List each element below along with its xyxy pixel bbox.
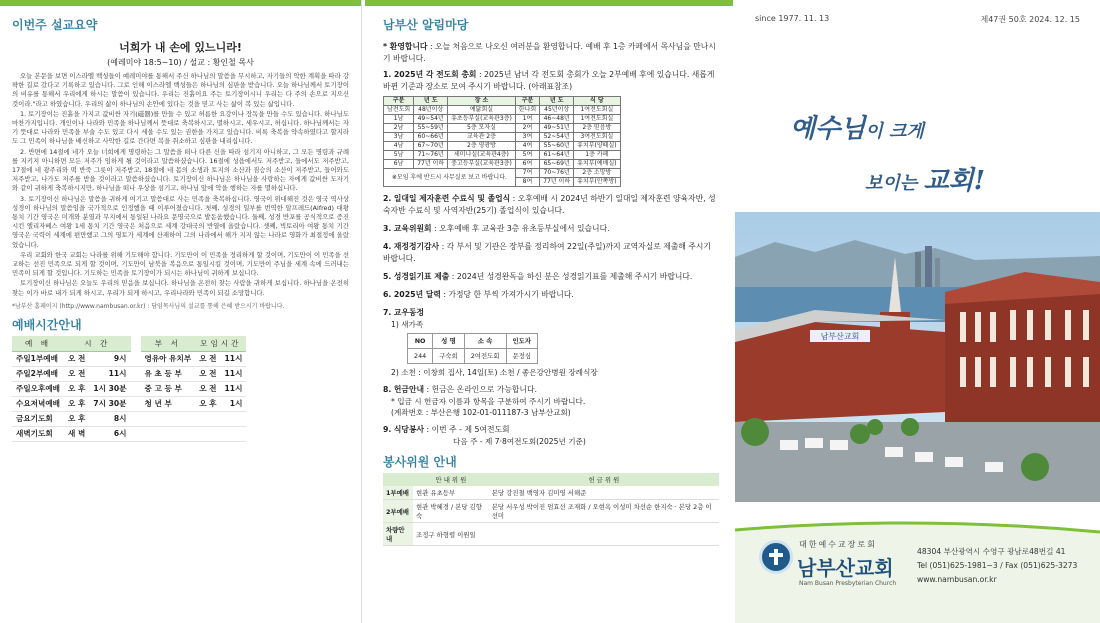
contact-info: [917, 545, 1077, 587]
table-row: 1부예배 현관 유초등부 본당 강진철 백영자 김미영 서해준: [383, 486, 719, 500]
slogan-line-2: 보이는 교회!: [865, 166, 986, 196]
sermon-paragraph: 우리 교회와 한국 교회는 나라를 위해 기도해야 합니다. 기도만이 이 민족을 정리하게 할 것이며, 기도만이 이 민족을 선교하는 선진 민족으로 되게 할 것이며, 기도만이 남북을 복음으로 통일시킬 것이며, 기도만이 주님을 세계 속에 드러내는 민족이 되게 할 것입니다. 기도하는 민족을 토기장이가 되시는 하나님이 귀하게 보십니다.: [12, 250, 349, 278]
sermon-title: 너희가 내 손에 있느니라!: [119, 41, 242, 54]
announcement-item: 2. 일대일 제자훈련 수료식 및 졸업식 : 오후예배 시 2024년 하반기 일대일 제자훈련 양육자반, 성숙자반 수료식 및 사역자반(25기) 졸업식이 있습니다.: [383, 194, 716, 215]
sermon-body: [12, 72, 349, 298]
slogan-line-1: 예수님이 크게: [790, 114, 924, 144]
announcement-item: 7. 교우동정 1) 새가족 NO 성 명 소 속 인도자 244 구숙희 2여전도회 문정심 2) 소천 : 이창희 집사, 14일(토) 소천 / 좋은강안병원 장례식장: [383, 308, 598, 377]
announcement-item: 6. 2025년 달력 : 가정당 한 부씩 가져가시기 바랍니다.: [383, 290, 574, 299]
schedule-table: [12, 336, 246, 442]
table-row: 2부예배 현관 박혜경 / 본당 김향숙 본당 서우성 박이진 엄효선 조재화 / 오현옥 이성미 차선순 한지숙 · 본당 2층 이선미: [383, 500, 719, 523]
newcomer-table: NO 성 명 소 속 인도자 244 구숙희 2여전도회 문정심: [407, 333, 538, 364]
table-row: 1남 49~54년 유초등부실(교육관3층) 1여 46~48년 1여전도회실: [384, 115, 621, 124]
table-note: ※모임 후에 반드시 사무실로 보고 바랍니다.: [384, 169, 516, 187]
welcome-note: * 환영합니다 : 오늘 처음으로 나오신 여러분을 환영합니다. 예배 후 1층 카페에서 목사님을 만나시기 바랍니다.: [383, 42, 716, 63]
table-row: 주일1부예배 오 전 9시 영유아 유치부 오 전 11시: [12, 351, 246, 366]
table-row: 주일2부예배 오 전 11시 유 초 등 부 오 전 11시: [12, 366, 246, 381]
table-row: 8여 77년 이하 유치부(안쪽방): [384, 178, 621, 187]
building-sign-text: 남부산교회: [820, 332, 860, 341]
sermon-paragraph: 2. 반면에 14절에 네가 오늘 너희에게 명령하는 그 말씀을 떠나 다른 신을 따라 섬기지 아니하고, 그 모든 명령과 규례를 지키지 아니하면 모든 저주가 임하게 될 것이라고 말씀하셨습니다. 16절에 성읍에서도 저주받고, 들에서도 저주받고, 17절에 네 광주리와 떡 반죽 그릇이 저주받고, 18절에 네 몸의 소생과 토지의 소산과 짐승의 소산이 저주받고, 들어와도 저주받고, 나가도 저주를 받을 것이라고 말씀하셨습니다. 토기장이신 하나님은 하나님을 사랑하는 자에게 값비싼 도자기와 같이 귀하게 축복하시지만, 하나님을 떠나 우상을 섬기고, 하나님 앞에 악을 행하는 자를 멸하십니다.: [12, 147, 349, 193]
table-row: 6남 77년 이하 중고등부실(교육관3층) 6여 65~69년 유치부(예배실): [384, 160, 621, 169]
table-row: 244 구숙희 2여전도회 문정심: [408, 349, 538, 364]
sermon-section-title: 이번주 설교요약: [12, 18, 98, 32]
announcement-item: 3. 교육위원회 : 오후예배 후 교육관 3층 유초등부실에서 있습니다.: [383, 224, 610, 233]
since-date: since 1977. 11. 13: [755, 14, 830, 23]
sermon-paragraph: 3. 토기장이신 하나님은 말씀을 귀하게 여기고 말씀대로 사는 민족을 축복하십니다. 영국이 위대해진 것은 영국 역사상 성경이 하나님의 말씀임을 국가적으로 인정했을 때 이루어졌습니다. 첫째, 성경의 일부를 번역한 알프레드(Alfred) 대왕 통치 기간 영국은 미개와 분열과 무지에서 통일된 나라요 문명국으로 발돋움했습니다. 둘째, 성경 반포를 공식적으로 증진시킨 엘리자베스 여왕 1세 통치 기간 영국은 처음으로 세계 강대국의 반열에 올랐습니다. 셋째, 빅토리아 여왕 통치 기간 영국은 국력이 세계에 편만했고 그의 영토가 세계에 산재하여 그의 나라에서 해가 지지 않는 나라로 영화가 최절정에 올랐었습니다.: [12, 194, 349, 249]
table-row: 4남 67~70년 2층 영광방 4여 55~60년 유치부(양떼실): [384, 142, 621, 151]
schedule-header: 예 배: [12, 336, 64, 352]
announcement-item: 8. 헌금안내 : 헌금은 온라인으로 가능합니다. * 입금 시 헌금자 이름과 항목을 구분하여 주시기 바랍니다. (계좌번호 : 부산은행 102-01-011187-3 남부산교회): [383, 385, 586, 417]
table-row: 차량안내 조정구 하형렬 이원일: [383, 523, 719, 546]
sermon-column: [0, 0, 362, 623]
church-name-en: Nam Busan Presbyterian Church: [799, 580, 897, 587]
schedule-header: 시 간: [64, 336, 131, 352]
sermon-paragraph: 1. 토기장이는 진흙을 가지고 값비싼 자기(磁器)를 만들 수 있고 허름한 요강이나 장독을 만들 수도 있습니다. 하나님도 마찬가지입니다. 개인이나 나라와 민족을 하나님께서 뜻대로 축복하시고, 멸하시고, 세우시고, 허십니다. 하나님께서는 자기 뜻대로 나라와 민족을 부술 수도 있고 다시 세울 수도 있는 권한을 가지고 있습니다. 비록 축복을 약속하였다고 할지라도 그 민족이 하나님을 배신하고 사악한 길로 간다면 복을 취소하고 심판을 내리십니다.: [12, 109, 349, 146]
sermon-reference: (예레미야 18:5~10) / 설교 : 황인철 목사: [107, 58, 254, 67]
phone: Tel (051)625-1981~3 / Fax (051)625-3273: [917, 561, 1078, 570]
website-link[interactable]: www.nambusan.or.kr: [917, 575, 997, 584]
announcement-item: 1. 2025년 각 전도회 총회 : 2025년 남녀 각 전도회 총회가 오늘 2부예배 후에 있습니다. 새롭게 바뀐 기준과 장소로 모여 주시기 바랍니다. (아래표참조) 구분 년 도 장 소 구분 년 도 식 당 남전도회 48년이상 예닮회실 한나회 45년이상 1여전도회실 1남 49~54년 유초등부실(교육관3층) 1여 46~48년 1여전도회실 2남 55~59년 5층 모자실 2여 49~51년 2층 믿음방 3남 60~66년 교육관 2층 3여 52~54년 3여전도회실 4남 67~70년 2층 영광방 4여 55~60년 유치부(양떼실) 5남 71~76년 세미나실(교육관4층) 5여 61~64년 1층 카페 6남 77년 이하 중고등부실(교육관3층) 6여 65~69년 유치부(예배실) ※모임 후에 반드시 사무실로 보고 바랍니다. 7여 70~76년 2층 소망방 8여 77년 이하 유치부(안쪽방): [383, 70, 715, 185]
announcement-item: 4. 재정정기감사 : 각 부서 및 기관은 장부를 정리하여 22일(주일)까지 교역자실로 제출해 주시기 바랍니다.: [383, 242, 711, 263]
announcement-item: 5. 성경읽기표 제출 : 2024년 성경완독을 하신 분은 성경읽기표를 제출해 주시기 바랍니다.: [383, 272, 693, 281]
schedule-header: 모임시간: [195, 336, 246, 352]
table-row: 금요기도회 오 후 8시: [12, 411, 246, 426]
issue-info: 제47권 50호 2024. 12. 15: [980, 15, 1080, 24]
cover-header: [755, 14, 1080, 25]
address: 48304 부산광역시 수영구 광남로48번길 41: [917, 547, 1066, 556]
church-tower: [945, 292, 1100, 432]
announcements-title: 남부산 알림마당: [383, 18, 469, 32]
table-row: 5남 71~76년 세미나실(교육관4층) 5여 61~64년 1층 카페: [384, 151, 621, 160]
table-row: 3남 60~66년 교육관 2층 3여 52~54년 3여전도회실: [384, 133, 621, 142]
church-name: 남부산교회: [797, 556, 894, 580]
mission-society-table: 구분 년 도 장 소 구분 년 도 식 당 남전도회 48년이상 예닮회실 한나회 45년이상 1여전도회실 1남 49~54년 유초등부실(교육관3층) 1여 46~48년 1여전도회실 2남 55~59년 5층 모자실 2여 49~51년 2층 믿음방 3남 60~66년 교육관 2층 3여 52~54년 3여전도회실 4남 67~70년 2층 영광방 4여 55~60년 유치부(양떼실) 5남 71~76년 세미나실(교육관4층) 5여 61~64년 1층 카페 6남 77년 이하 중고등부실(교육관3층) 6여 65~69년 유치부(예배실) ※모임 후에 반드시 사무실로 보고 바랍니다. 7여 70~76년 2층 소망방 8여 77년 이하 유치부(안쪽방): [383, 96, 621, 187]
service-table: 안 내 위 원 헌 금 위 원 1부예배 현관 유초등부 본당 강진철 백영자 김미영 서해준 2부예배 현관 박혜경 / 본당 김향숙 본당 서우성 박이진 엄효선 조재화 / 오현옥 이성미 차선순 한지숙 · 본당 2층 이선미 차량안내 조정구 하형렬 이원일: [383, 473, 719, 546]
denomination: 대한예수교장로회: [799, 540, 877, 549]
schedule-header: 부 서: [141, 336, 196, 352]
table-row: 남전도회 48년이상 예닮회실 한나회 45년이상 1여전도회실: [384, 106, 621, 115]
table-row: ※모임 후에 반드시 사무실로 보고 바랍니다. 7여 70~76년 2층 소망방: [384, 169, 621, 178]
sermon-paragraph: 오늘 본문을 보면 이스라엘 백성들이 예레미야를 통해서 주신 하나님의 말씀을 무시하고, 자기들의 악한 계획을 따라 강퍅한 길로 갔다고 기록하고 있습니다. 그로 인해 이스라엘 백성들은 하나님의 심판을 받습니다. 오늘 하나님께서 토기장이의 비유를 통해서 우리에게 하시는 말씀이 있습니다. 우리는 진흙이요 주는 토기장이시니 우리는 다 주의 손으로 지으신 것이라."라고 하였습니다. 우리의 삶이 하나님의 손안에 있다는 것을 믿고 사는 삶이 복 있는 삶입니다.: [12, 72, 349, 108]
announcements-column: [365, 0, 733, 623]
schedule-title: 예배시간안내: [12, 317, 82, 332]
table-row: 수요저녁예배 오 후 7시 30분 청 년 부 오 후 1시: [12, 396, 246, 411]
table-row: 새벽기도회 새 벽 6시: [12, 426, 246, 441]
church-building-photo: [735, 212, 1100, 502]
church-logo-icon: [759, 540, 793, 574]
homepage-note: *남부산 홈페이지 (http://www.nambusan.or.kr) : 담임목사님의 설교를 통해 은혜 받으시기 바랍니다.: [12, 302, 285, 310]
sermon-paragraph: 토기장이신 하나님은 오늘도 우리의 믿음을 보십니다. 하나님을 온전히 찾는 사람을 귀하게 보십니다. 하나님을 온전히 찾는 이가 바로 내가 되게 하시고, 우리가 되게 하시고, 우리나라와 민족이 되길 소망합니다.: [12, 279, 349, 297]
table-row: 2남 55~59년 5층 모자실 2여 49~51년 2층 믿음방: [384, 124, 621, 133]
service-title: 봉사위원 안내: [383, 455, 457, 469]
announcement-item: 9. 식당봉사 : 이번 주 - 제 5여전도회 다음 주 - 제 7·8여전도회(2025년 기준): [383, 425, 586, 446]
table-row: 주일오후예배 오 후 1시 30분 중 고 등 부 오 전 11시: [12, 381, 246, 396]
cover-panel: [735, 0, 1100, 623]
